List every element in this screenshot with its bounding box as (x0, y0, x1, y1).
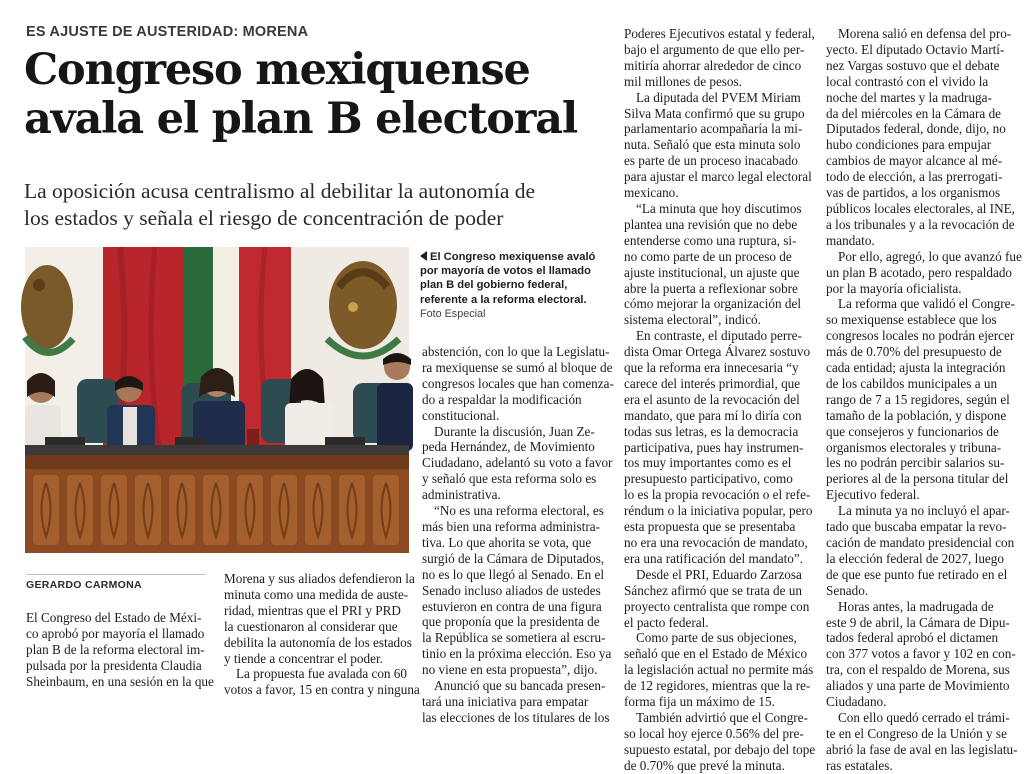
article-text-line: mandato. (826, 232, 875, 248)
article-text-line: tiva. Lo que ahorita se vota, que (422, 534, 592, 550)
article-text-line: forma fija un máximo de 15. (624, 694, 775, 710)
article-text-line: ajuste institucional, un ajuste que (624, 264, 800, 280)
caption-arrow-icon (420, 251, 427, 261)
article-text-line: todo de elección, a las prerrogati- (826, 169, 1003, 185)
article-text-line: mexicano. (624, 185, 679, 201)
article-column-2-bottom-left (224, 571, 420, 698)
article-text-line: cambios de mayor alcance al mé- (826, 153, 1003, 169)
article-text-line: Sánchez afirmó que se trata de un (624, 582, 802, 598)
article-text-line: so mexiquense establece que los (826, 312, 997, 328)
article-text-line: Sheinbaum, en una sesión en la que (26, 673, 214, 689)
article-text-line: con 377 votos a favor y 102 en con- (826, 646, 1016, 662)
article-text-line: proyecto centralista que rompe con (624, 598, 810, 614)
article-text-line: organismos electorales y tribuna- (826, 439, 1002, 455)
article-text-line: no era una revocación de mandato, (624, 535, 808, 550)
article-text-line: no viene en esta propuesta”, dijo. (422, 662, 598, 678)
article-text-line: Durante la discusión, Juan Ze- (434, 423, 595, 439)
article-text-line: Poderes Ejecutivos estatal y federal, (624, 26, 815, 41)
article-text-line: Ciudadano. (826, 694, 887, 710)
article-text-line: cada entidad; ajusta la integración (826, 360, 1006, 376)
article-text-line: lo es la propia revocación o el refe- (624, 487, 811, 503)
article-text-line: En contraste, el diputado perre- (636, 328, 802, 344)
article-text-line: todas sus letras, es la democracia (624, 423, 799, 439)
article-text-line: presupuesto participativo, como (624, 471, 793, 487)
article-text-line: congresos locales que han comenza- (422, 375, 614, 391)
article-text-line: este 9 de abril, la Cámara de Dipu- (826, 614, 1010, 630)
article-text-line: El Congreso del Estado de Méxi- (26, 610, 202, 625)
caption-line (420, 250, 612, 264)
article-text-line: que proponía que la presidenta de (422, 614, 600, 630)
article-text-line: so local hoy ejerce 0.56% del pre- (624, 725, 804, 741)
article-text-line: votos a favor, 15 en contra y ninguna (224, 682, 420, 698)
article-text-line: administrativa. (422, 487, 501, 503)
article-text-line: Con ello quedó cerrado el trámi- (838, 709, 1010, 725)
article-text-line: ras estatales. (826, 757, 893, 773)
byline: GERARDO CARMONA (26, 574, 206, 591)
article-text-line: que consejeros y funcionarios de (826, 423, 999, 439)
article-text-line: señaló que en el Estado de México (624, 646, 808, 662)
article-text-line: estuvieron en contra de una figura (422, 598, 602, 614)
article-column-3 (624, 26, 816, 774)
article-text-line: Ciudadano, adelantó su voto a favor (422, 455, 613, 471)
article-text-line: Senado. (826, 582, 869, 598)
headline-line-2: avala el plan B electoral (24, 94, 577, 144)
article-text-line: tados federal aprobó el dictamen (826, 630, 999, 646)
article-text-line: constitucional. (422, 407, 500, 423)
article-text-line: minuta como una medida de auste- (224, 586, 409, 602)
article-text-line: surgió de la Cámara de Diputados, (422, 550, 605, 566)
article-text-line: esta propuesta que se presentaba (624, 519, 796, 535)
article-text-line: mandato, que para mí lo diría con (624, 407, 802, 423)
article-text-line: carece del interés primordial, que (624, 375, 801, 391)
headline-line-1: Congreso mexiquense (24, 45, 530, 95)
article-text-line: abre la puerta a reflexionar sobre (624, 280, 798, 296)
article-text-line: ridad, mientras que el PRI y PRD (224, 602, 401, 618)
article-text-line: do a respaldar la modificación (422, 391, 582, 407)
article-text-line: es parte de un proceso inacabado (624, 153, 798, 169)
article-text-line: “La minuta que hoy discutimos (636, 200, 802, 216)
caption-line-text: El Congreso mexiquense avaló (430, 251, 596, 263)
article-text-line: te en el Congreso de la Unión y se (826, 725, 1007, 741)
article-text-line: noche del martes y la madruga- (826, 89, 992, 105)
article-text-line: cación de mandato presidencial con (826, 535, 1015, 550)
article-text-line: no es lo que llegó al Senado. En el (422, 566, 605, 582)
article-text-line: entenderse como una ruptura, si- (624, 232, 797, 248)
article-text-line: la elección federal de 2027, luego (826, 550, 1004, 566)
article-text-line: Horas antes, la madrugada de (838, 598, 994, 614)
article-column-2 (422, 344, 612, 726)
article-text-line: parlamentario acompañaría la mi- (624, 121, 803, 137)
article-text-line: un plan B acotado, pero respaldado (826, 264, 1013, 280)
article-text-line: Diputados federal, donde, dijo, no (826, 121, 1006, 137)
article-text-line: La diputada del PVEM Miriam (636, 89, 801, 105)
article-text-line: plan B de la reforma electoral im- (26, 641, 205, 657)
article-text-line: tra, con el respaldo de Morena, sus (826, 662, 1010, 678)
article-text-line: supuesto estatal, por debajo del tope (624, 741, 816, 757)
article-text-line: Silva Mata confirmó que su grupo (624, 105, 805, 121)
article-text-line: También advirtió que el Congre- (636, 709, 808, 725)
article-text-line: la cuestionaron al considerar que (224, 618, 398, 634)
article-text-line: Como parte de sus objeciones, (636, 630, 797, 646)
article-text-line: Morena y sus aliados defendieron la (224, 571, 415, 586)
article-text-line: hubo condiciones para empujar (826, 137, 992, 153)
article-text-line: las elecciones de los titulares de los (422, 709, 610, 725)
article-text-line: la República se sometiera al escru- (422, 630, 606, 646)
deck-line-1: La oposición acusa centralismo al debilitar la autonomía de (24, 179, 536, 203)
article-text-line: Desde el PRI, Eduardo Zarzosa (636, 566, 802, 582)
article-column-4 (826, 26, 1022, 774)
article-text-line: rango de 7 a 15 regidores, según el (826, 391, 1010, 407)
article-text-line: de los cabildos municipales a un (826, 375, 998, 391)
article-text-line: participativa, pues hay instrumen- (624, 439, 804, 455)
article-text-line: vas de partidos, a los organismos (826, 185, 1001, 201)
article-text-line: era el asunto de la revocación del (624, 391, 800, 407)
article-text-line: nez Vargas sostuvo que el debate (826, 57, 1000, 73)
article-text-line: pulsada por la presidenta Claudia (26, 657, 202, 673)
article-text-line: Por ello, agregó, lo que avanzó fue (838, 248, 1022, 264)
kicker: ES AJUSTE DE AUSTERIDAD: MORENA (26, 24, 309, 40)
deck (24, 178, 614, 232)
article-text-line: sistema electoral”, indicó. (624, 312, 761, 328)
article-text-line: abrió la fase de aval en las legislatu- (826, 741, 1018, 757)
article-text-line: y señaló que esta reforma solo es (422, 471, 597, 487)
caption-line: referente a la reforma electoral. (420, 293, 587, 306)
article-text-line: Senado incluso aliados de ustedes (422, 582, 601, 598)
caption-line: por mayoría de votos el llamado (420, 265, 591, 278)
article-text-line: era una ratificación del mandato”. (624, 550, 804, 566)
article-text-line: “No es una reforma electoral, es (434, 503, 604, 519)
article-text-line: Anunció que su bancada presen- (434, 678, 606, 694)
article-text-line: cómo mejorar la organización del (624, 296, 801, 312)
photo-caption (420, 250, 612, 321)
article-text-line: tinio en la próxima elección. Eso ya (422, 646, 612, 662)
article-text-line: la legislación actual no permite más (624, 662, 814, 678)
article-text-line: no como parte de un proceso de (624, 248, 792, 264)
article-text-line: más de 0.70% del presupuesto de (826, 344, 1002, 360)
article-text-line: peda Hernández, de Movimiento (422, 439, 595, 455)
article-text-line: tado que buscaba empatar la revo- (826, 519, 1007, 535)
caption-line: plan B del gobierno federal, (420, 279, 568, 292)
article-text-line: réndum o la iniciativa popular, pero (624, 503, 813, 519)
article-text-line: abstención, con lo que la Legislatu- (422, 344, 610, 359)
article-text-line: públicos locales electorales, al INE, (826, 200, 1015, 216)
article-text-line: por la mayoría oficialista. (826, 280, 962, 296)
article-text-line: congresos locales no podrán ejercer (826, 328, 1015, 344)
article-text-line: da del miércoles en la Cámara de (826, 105, 1002, 121)
article-text-line: el pacto federal. (624, 614, 709, 630)
article-text-line: de 0.70% que prevé la minuta. (624, 757, 785, 773)
article-text-line: de 12 regidores, mientras que la re- (624, 678, 811, 694)
article-text-line: La propuesta fue avalada con 60 (236, 666, 407, 682)
article-text-line: mitiría ahorrar alrededor de cinco (624, 57, 802, 73)
article-text-line: que la reforma era innecesaria “y (624, 360, 799, 376)
article-text-line: Morena salió en defensa del pro- (838, 26, 1012, 41)
article-text-line: Ejecutivo federal. (826, 487, 920, 503)
article-text-line: les no podrán percibir salarios su- (826, 455, 1005, 471)
legislature-photo-illustration (25, 247, 409, 553)
article-column-1 (26, 610, 214, 690)
article-text-line: para ajustar el marco legal electoral (624, 169, 812, 185)
article-text-line: y tiende a concentrar el poder. (224, 650, 383, 666)
article-text-line: mil millones de pesos. (624, 73, 742, 89)
article-text-line: periores al de la persona titular del (826, 471, 1009, 487)
article-text-line: bajo el argumento de que ello per- (624, 41, 805, 57)
article-text-line: tamaño de la población, y dispone (826, 407, 1007, 423)
article-text-line: tará una iniciativa para empatar (422, 693, 589, 709)
article-text-line: de que ese punto fue retirado en el (826, 566, 1008, 582)
article-text-line: plantea una revisión que no debe (624, 216, 798, 232)
article-text-line: yecto. El diputado Octavio Martí- (826, 41, 1005, 57)
article-text-line: nuta. Señaló que esta minuta solo (624, 137, 801, 153)
article-text-line: aliados y una parte de Movimiento (826, 678, 1010, 694)
article-text-line: La minuta ya no incluyó el apar- (838, 503, 1010, 519)
legislature-photo (25, 247, 409, 553)
article-text-line: a los tribunales y a la revocación de (826, 216, 1015, 232)
photo-credit: Foto Especial (420, 307, 486, 320)
article-text-line: dista Omar Ortega Álvarez sostuvo (624, 344, 811, 360)
article-text-line: tos muy importantes como es el (624, 455, 792, 471)
article-text-line: La reforma que validó el Congre- (838, 296, 1015, 312)
deck-line-2: los estados y señala el riesgo de concentración de poder (24, 206, 504, 230)
article-text-line: co aprobó por mayoría el llamado (26, 625, 205, 641)
article-text-line: ra mexiquense se sumó al bloque de (422, 359, 613, 375)
article-text-line: más bien una reforma administra- (422, 518, 600, 534)
headline (24, 46, 614, 144)
article-text-line: local contrastó con el vivido la (826, 73, 989, 89)
article-text-line: debilita la autonomía de los estados (224, 634, 412, 650)
